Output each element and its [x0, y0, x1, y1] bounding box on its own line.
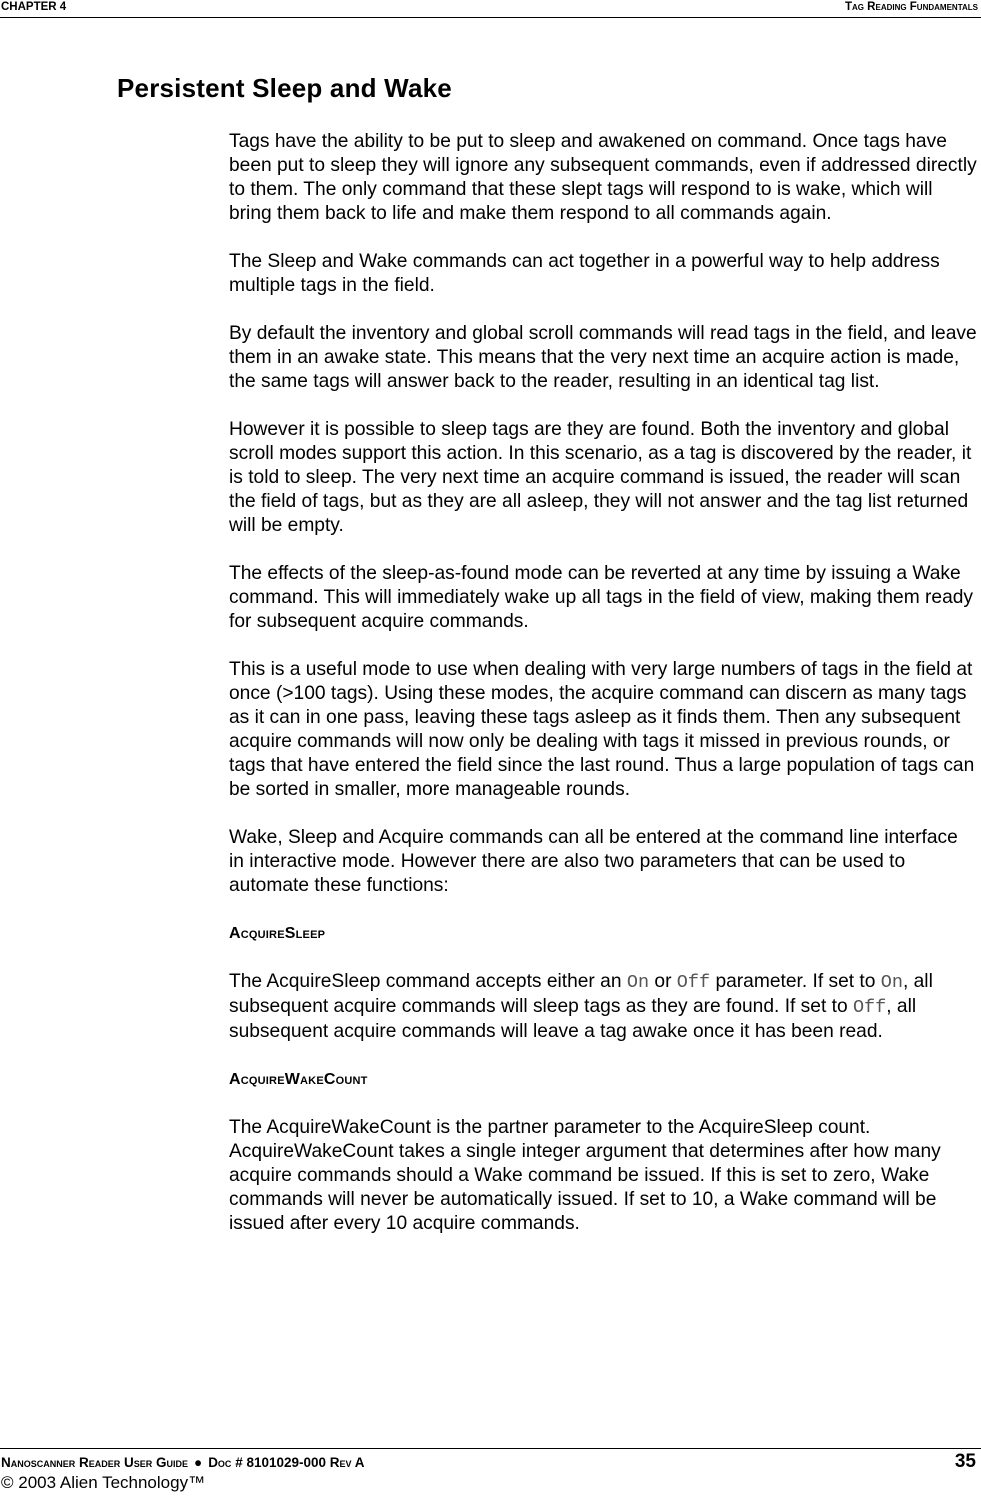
doc-number: Doc # 8101029-000 Rev A: [208, 1455, 365, 1470]
paragraph: Tags have the ability to be put to sleep and awakened on command. Once tags have been put to sleep they will ignore any subsequent commands, even if addressed directly to them. The only command that these slept tags will respond to is wake, which will bring them back to life and make them respond to all commands again.: [229, 131, 977, 224]
text-run: or: [649, 971, 677, 992]
acquiresleep-heading: AcquireSleep: [229, 925, 326, 942]
code-off: Off: [676, 972, 711, 993]
text-run: parameter. If set to: [710, 971, 881, 992]
acquirewakecount-description: The AcquireWakeCount is the partner parameter to the AcquireSleep count. AcquireWakeCount takes a single integer argument that determines after how many acquire commands should a Wake command be issued. If this is set to zero, Wake commands will never be automatically issued. If set to 10, a Wake command will be issued after every 10 acquire commands.: [229, 1117, 941, 1234]
code-on: On: [880, 972, 903, 993]
page-footer: [0, 1448, 981, 1497]
paragraph: This is a useful mode to use when dealing with very large numbers of tags in the field at once (>100 tags). Using these modes, the acquire command can discern as many tags as it can in one pass, leaving these tags asleep as it finds them. Then any subsequent acquire commands will now only be dealing with tags it missed in previous rounds, or tags that have entered the field since the last round. Thus a large population of tags can be sorted in smaller, more manageable rounds.: [229, 659, 975, 800]
code-on: On: [626, 972, 650, 993]
paragraph: By default the inventory and global scroll commands will read tags in the field, and leave them in an awake state. This means that the very next time an acquire action is made, the same tags will answer back to the reader, resulting in an identical tag list.: [229, 323, 977, 392]
copyright: © 2003 Alien Technology™: [1, 1473, 206, 1492]
bullet-separator: ●: [194, 1455, 203, 1470]
acquirewakecount-heading: AcquireWakeCount: [229, 1071, 368, 1088]
guide-title: Nanoscanner Reader User Guide: [1, 1455, 189, 1470]
page-header: [0, 0, 981, 18]
acquiresleep-description: [229, 970, 977, 1044]
paragraph: The effects of the sleep-as-found mode can be reverted at any time by issuing a Wake command. This will immediately wake up all tags in the field of view, making them ready for subsequent acquire commands.: [229, 563, 974, 632]
body-text: [229, 130, 977, 1260]
text-run: , all subsequent acquire commands will leave a tag awake once it has been read.: [229, 996, 917, 1042]
code-off: Off: [852, 997, 887, 1018]
section-label: Tag Reading Fundamentals: [844, 1, 978, 13]
text-run: , all subsequent acquire commands will sleep tags as they are found. If set to: [229, 971, 933, 1017]
paragraph: However it is possible to sleep tags are they are found. Both the inventory and global scroll modes support this action. In this scenario, as a tag is discovered by the reader, it is told to sleep. The very next time an acquire command is issued, the reader will scan the field of tags, but as they are all asleep, they will not answer and the tag list returned will be empty.: [229, 419, 972, 536]
page-title: Persistent Sleep and Wake: [117, 73, 452, 103]
page-number: 35: [954, 1451, 976, 1472]
paragraph: Wake, Sleep and Acquire commands can all be entered at the command line interface in interactive mode. However there are also two parameters that can be used to automate these functions:: [229, 827, 958, 896]
paragraph: The Sleep and Wake commands can act together in a powerful way to help address multiple tags in the field.: [229, 251, 940, 296]
text-run: The AcquireSleep command accepts either an: [229, 971, 627, 992]
chapter-label: CHAPTER 4: [1, 1, 67, 13]
doc-info: [1, 1455, 365, 1470]
